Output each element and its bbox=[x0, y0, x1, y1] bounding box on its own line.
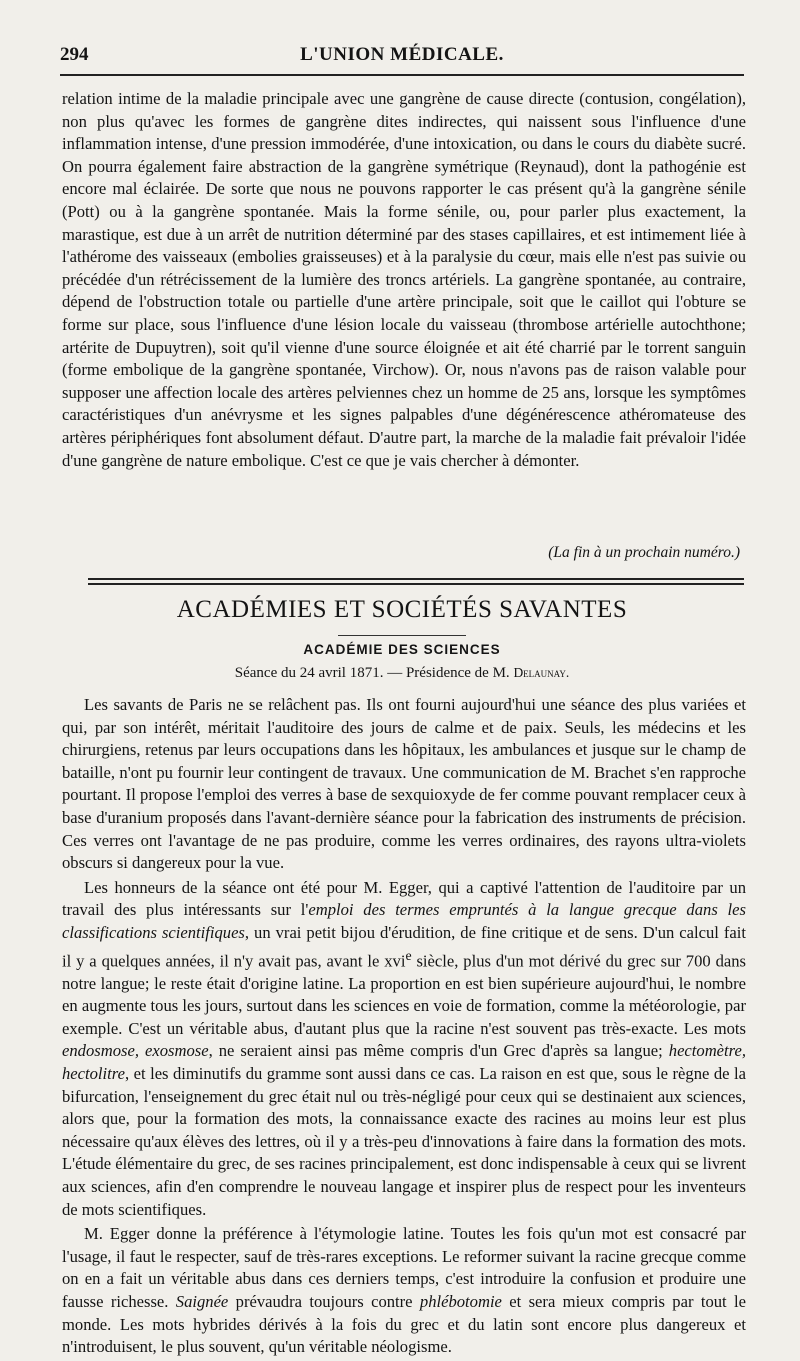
report-paragraph: Les savants de Paris ne se relâchent pas. Ils ont fourni aujourd'hui une séance des plus variées et qui, par son intérêt, méritait l'auditoire des jours de calme et de paix. Seuls, les médecins et les chirurgiens, retenus par leurs occupations dans les hôpitaux, les ambulances et jusque sur le champ de bataille, n'ont pu fournir leur contingent de travaux. Une communication de M. Brachet s'en rapproche pourtant. Il propose l'emploi des verres à base de sexquioxyde de fer comme pouvant remplacer ceux à base d'uranium proposés dans l'avant-dernière séance pour la fabrication des instruments de précision. Ces verres ont l'avantage de ne pas produire, comme les verres ordinaires, des rayons ultra-violets obscurs si dangereux pour la vue. bbox=[62, 695, 746, 873]
century-superscript: e bbox=[405, 947, 412, 963]
report-text: prévaudra toujours contre bbox=[228, 1291, 420, 1311]
journal-title: L'UNION MÉDICALE. bbox=[300, 44, 504, 65]
report-italic-term: endosmose, exosmose bbox=[62, 1041, 209, 1061]
report-paragraph bbox=[62, 877, 746, 1221]
page-number: 294 bbox=[60, 44, 89, 65]
academy-report bbox=[62, 694, 746, 1361]
report-italic-term: hectomètre, hectolitre bbox=[62, 1041, 747, 1084]
report-text: siècle, plus d'un mot dérivé du grec sur 700 dans notre langue; le reste était d'origine latine. La proportion en est bien supérieure aujourd'hui, le nombre en augmente tous les jours, surtout dans les sciences en voie de formation, comme la météorologie, par exemple. C'est un véritable abus, d'autant plus que la racine n'est souvent pas très-exacte. Les mots bbox=[62, 951, 746, 1038]
section-title: ACADÉMIES ET SOCIÉTÉS SAVANTES bbox=[176, 596, 628, 623]
article-continued-text bbox=[62, 88, 746, 472]
session-president: Delaunay. bbox=[513, 665, 570, 680]
academy-heading: ACADÉMIE DES SCIENCES bbox=[303, 642, 501, 657]
report-italic-title: emploi des termes empruntés à la langue grecque dans les classifications scientifiques bbox=[62, 900, 746, 942]
section-rule-bottom bbox=[88, 583, 744, 585]
report-italic-term: phlébotomie bbox=[419, 1291, 502, 1311]
header-rule bbox=[60, 74, 744, 76]
report-text: Les honneurs de la séance ont été pour M. Egger, qui a captivé l'attention de l'auditoire par un travail des plus intéressants sur l' bbox=[62, 877, 746, 920]
session-date: Séance du 24 avril 1871. — Présidence de M. bbox=[234, 665, 510, 681]
report-text: , ne seraient ainsi pas même compris d'un Grec d'après sa langue; bbox=[208, 1041, 669, 1061]
running-header bbox=[60, 44, 744, 78]
report-italic-term: Saignée bbox=[175, 1291, 229, 1311]
section-rule-top bbox=[88, 578, 744, 580]
article-paragraph: relation intime de la maladie principale avec une gangrène de cause directe (contusion, congélation), non plus qu'avec les formes de gangrène dites indirectes, qui naissent sous l'influence d'une inflammation intense, d'une pression immodérée, d'une intoxication, ou dans le cours du diabète sucré. On pourra également faire abstraction de la gangrène symétrique (Reynaud), dont la pathogénie est encore mal éclairée. De sorte que nous ne pouvons rapporter le cas présent qu'à la gangrène sénile (Pott) ou à la gangrène spontanée. Mais la forme sénile, ou, pour parler plus exactement, la marastique, est due à un arrêt de nutrition déterminé par des stases capillaires, et est intimement liée à l'athérome des vaisseaux (embolies graisseuses) et à la paralysie du cœur, mais elle n'est pas suivie ou précédée d'un rétrécissement de la lumière des troncs artériels. La gangrène spontanée, au contraire, dépend de l'obstruction totale ou partielle d'une artère principale, soit que le caillot qui l'obture se forme sur place, sous l'influence d'une lésion locale du vaisseau (thrombose artérielle autochthone; artérite de Dupuytren), soit qu'il vienne d'une source éloignée et ait été charrié par le torrent sanguin (forme embolique de la gangrène spontanée, Virchow). Or, nous n'avons pas de raison valable pour supposer une affection locale des artères pelviennes chez un homme de 25 ans, lorsque les symptômes caractéristiques d'un anévrysme et les signes palpables d'une dégénérescence athéromateuse des artères périphériques font absolument défaut. D'autre part, la marche de la maladie fait prévaloir l'idée d'une gangrène de nature embolique. C'est ce que je vais chercher à démonter. bbox=[62, 89, 746, 470]
report-text: , un vrai petit bijou d'érudition, de fine critique et de sens. D'un calcul fait il y a quelques années, il n'y avait pas, avant le xvi bbox=[62, 922, 746, 971]
report-paragraph bbox=[62, 1223, 746, 1359]
session-line bbox=[60, 665, 744, 682]
section-sub-rule bbox=[338, 635, 466, 636]
report-text: M. Egger donne la préférence à l'étymologie latine. Toutes les fois qu'un mot est consacré par l'usage, il faut le respecter, sauf de très-rares exceptions. Le reformer suivant la racine grecque comme on en a fait un véritable abus dans ces derniers temps, c'est introduire la confusion et produire une fausse richesse. bbox=[62, 1224, 746, 1311]
report-text: , et les diminutifs du gramme sont aussi dans ce cas. La raison en est que, sous le règne de la bifurcation, l'enseignement du grec était nul ou très-négligé pour ceux qui se destinaient aux sciences, alors que, pour la formation des mots, la connaissance exacte des racines au moins leur est plus nécessaire qu'aux élèves des lettres, où il y a très-peu d'innovations à faire dans la formation des mots. L'étude élémentaire du grec, de ses racines principalement, est donc indispensable à ceux qui se livrent aux sciences, afin d'en comprendre le nouveau langage et inspirer plus de respect pour les inventeurs de mots scientifiques. bbox=[62, 1064, 746, 1219]
report-text: et sera mieux compris par tout le monde. Les mots hybrides dérivés à la fois du grec et du latin sont encore plus dangereux et n'introduisent, le plus souvent, qu'un véritable néologisme. bbox=[62, 1291, 746, 1357]
continuation-note: (La fin à un prochain numéro.) bbox=[548, 544, 740, 561]
